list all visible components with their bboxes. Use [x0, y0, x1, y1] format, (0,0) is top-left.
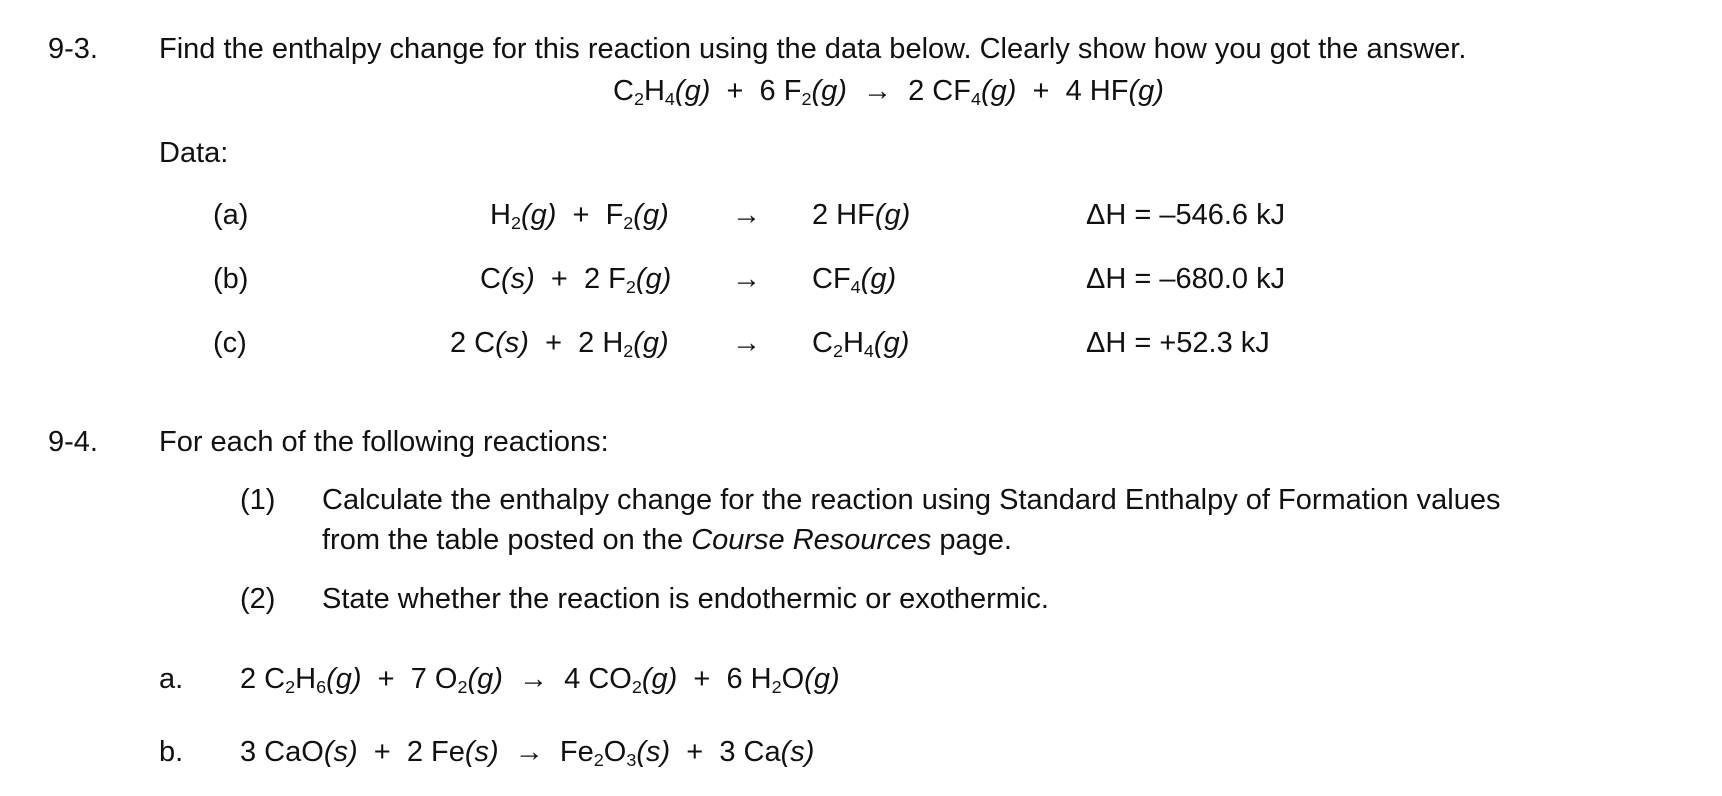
- subscript: 2: [633, 89, 644, 110]
- state-symbol: (s): [464, 736, 499, 768]
- equation-text: + 4 HF: [1016, 75, 1129, 107]
- state-symbol: (g): [641, 663, 678, 695]
- problem-9-4-prompt: For each of the following reactions:: [159, 426, 609, 458]
- subscript: 2: [285, 677, 296, 698]
- state-symbol: (g): [874, 199, 911, 231]
- subscript: 2: [801, 89, 812, 110]
- data-row-products: [812, 263, 897, 298]
- state-symbol: (g): [1128, 75, 1164, 107]
- instruction-text-continued: from the table posted on the Course Resources page.: [322, 524, 1012, 556]
- subscript: 4: [970, 89, 981, 110]
- data-row-reactants: [450, 327, 669, 362]
- reaction-b-equation: [240, 736, 815, 771]
- state-symbol: (g): [633, 199, 669, 231]
- state-symbol: (g): [635, 263, 672, 295]
- data-row-reactants: [480, 263, 672, 298]
- equation-text: O: [781, 663, 805, 695]
- equation-text: + F: [556, 199, 624, 231]
- equation-text: C: [480, 263, 501, 295]
- equation-text: + 7 O: [361, 663, 458, 695]
- subscript: 4: [664, 89, 675, 110]
- state-symbol: (g): [467, 663, 503, 695]
- subscript: 2: [623, 341, 634, 362]
- equation-text: → 2 CF: [846, 75, 971, 107]
- equation-text: H: [490, 199, 511, 231]
- equation-text: C: [613, 75, 634, 107]
- state-symbol: (g): [980, 75, 1017, 107]
- problem-number-9-3: 9-3.: [48, 33, 98, 65]
- instruction-number: (2): [240, 583, 276, 615]
- instruction-text: Calculate the enthalpy change for the reaction using Standard Enthalpy of Formation values: [322, 484, 1501, 516]
- problem-9-3-prompt: Find the enthalpy change for this reaction using the data below. Clearly show how you got the answer.: [159, 33, 1467, 65]
- equation-text: C: [812, 327, 833, 359]
- data-row-delta-h: ΔH = +52.3 kJ: [1086, 327, 1270, 359]
- equation-text: CF: [812, 263, 851, 295]
- equation-text: → Fe: [498, 736, 594, 768]
- data-row-products: [812, 327, 910, 362]
- instruction-number: (1): [240, 484, 276, 516]
- subscript: 2: [625, 277, 636, 298]
- subscript: 4: [850, 277, 861, 298]
- equation-text: H: [842, 327, 864, 359]
- data-row-products: [812, 201, 910, 230]
- state-symbol: (g): [674, 75, 711, 107]
- reaction-label-a: a.: [159, 663, 184, 695]
- equation-text: → 4 CO: [502, 663, 632, 695]
- equation-text: + 3 Ca: [670, 736, 781, 768]
- data-row-label: (b): [213, 263, 249, 295]
- equation-text: 2 C: [240, 663, 286, 695]
- state-symbol: (s): [495, 327, 529, 359]
- state-symbol: (s): [636, 736, 671, 768]
- state-symbol: (s): [323, 736, 358, 768]
- equation-text: 2 C: [450, 327, 496, 359]
- state-symbol: (g): [860, 263, 897, 295]
- subscript: 4: [863, 341, 874, 362]
- equation-text: + 2 H: [528, 327, 624, 359]
- state-symbol: (s): [500, 263, 535, 295]
- state-symbol: (g): [873, 327, 910, 359]
- subscript: 2: [623, 213, 634, 234]
- data-row-delta-h: ΔH = –546.6 kJ: [1086, 199, 1286, 231]
- subscript: 2: [593, 750, 604, 771]
- state-symbol: (g): [811, 75, 847, 107]
- course-resources-emphasis: Course Resources: [691, 524, 932, 556]
- equation-text: + 6 H: [677, 663, 772, 695]
- data-label: Data:: [159, 137, 229, 169]
- equation-text: + 6 F: [710, 75, 802, 107]
- target-reaction-equation: [613, 75, 1164, 110]
- state-symbol: (g): [633, 327, 669, 359]
- subscript: 2: [457, 677, 468, 698]
- equation-text: + 2 F: [534, 263, 626, 295]
- reaction-label-b: b.: [159, 736, 184, 768]
- subscript: 2: [510, 213, 521, 234]
- reaction-a-equation: [240, 663, 840, 698]
- state-symbol: (g): [804, 663, 840, 695]
- reaction-arrow: →: [732, 199, 761, 231]
- subscript: 2: [771, 677, 782, 698]
- data-row-label: (c): [213, 327, 247, 359]
- data-row-reactants: [490, 199, 669, 234]
- state-symbol: (s): [780, 736, 815, 768]
- equation-text: O: [603, 736, 627, 768]
- subscript: 2: [631, 677, 642, 698]
- subscript: 3: [626, 750, 637, 771]
- equation-text: 2 HF: [812, 199, 875, 231]
- state-symbol: (g): [326, 663, 362, 695]
- state-symbol: (g): [520, 199, 557, 231]
- equation-text: H: [295, 663, 317, 695]
- instruction-text: State whether the reaction is endothermic or exothermic.: [322, 583, 1049, 615]
- reaction-arrow: →: [732, 263, 761, 295]
- subscript: 6: [316, 677, 327, 698]
- equation-text: 3 CaO: [240, 736, 324, 768]
- problem-number-9-4: 9-4.: [48, 426, 98, 458]
- reaction-arrow: →: [732, 327, 761, 359]
- equation-text: + 2 Fe: [357, 736, 465, 768]
- equation-text: H: [643, 75, 665, 107]
- subscript: 2: [832, 341, 843, 362]
- data-row-delta-h: ΔH = –680.0 kJ: [1086, 263, 1286, 295]
- data-row-label: (a): [213, 199, 249, 231]
